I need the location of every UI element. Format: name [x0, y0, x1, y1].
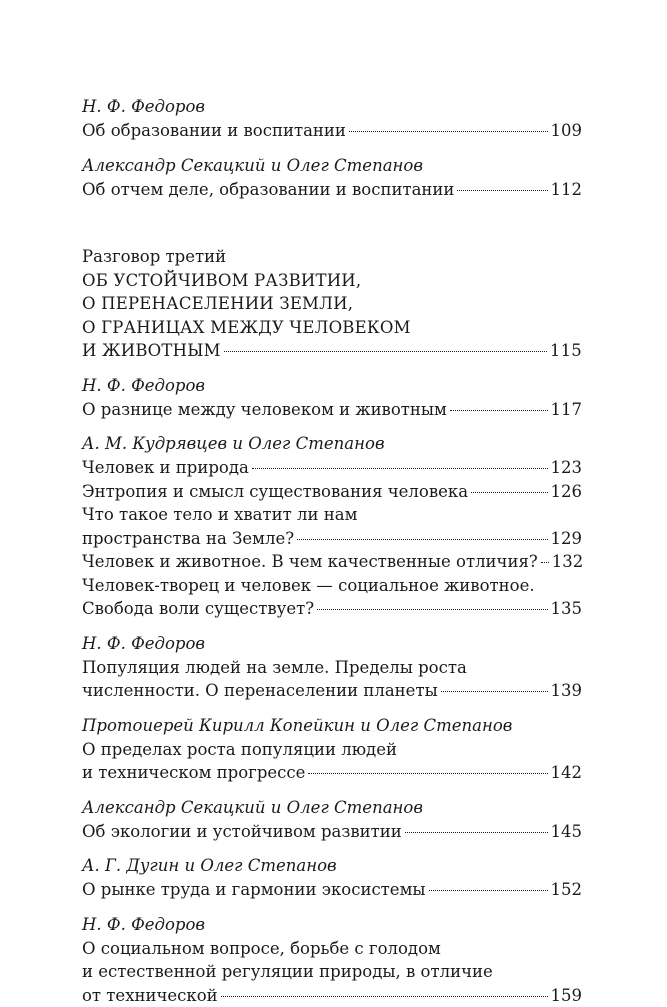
- toc-entry: [82, 550, 582, 574]
- entry-title-line: и естественной регуляции природы, в отличие: [82, 960, 582, 984]
- dot-leader: [471, 492, 547, 493]
- dot-leader: [224, 351, 547, 352]
- part-title-line: ОБ УСТОЙЧИВОМ РАЗВИТИИ,: [82, 269, 582, 293]
- page-number: 126: [551, 480, 583, 504]
- part-label: Разговор третий: [82, 245, 582, 269]
- page-number: 139: [551, 679, 583, 703]
- entry-title: Об образовании и воспитании: [82, 119, 346, 143]
- entry-title: Человек и природа: [82, 456, 249, 480]
- entry-title: Об экологии и устойчивом развитии: [82, 820, 402, 844]
- entry-title-line: Популяция людей на земле. Пределы роста: [82, 656, 582, 680]
- dot-leader: [349, 131, 548, 132]
- toc-entry: [82, 480, 582, 504]
- page-number: 159: [551, 984, 583, 1007]
- page-number: 117: [551, 398, 583, 422]
- toc-entry: [82, 456, 582, 480]
- toc-entry: [82, 597, 582, 621]
- toc-entry: [82, 820, 582, 844]
- dot-leader: [450, 410, 548, 411]
- toc-entry: [82, 398, 582, 422]
- entry-title: от технической: [82, 984, 218, 1007]
- entry-author: Н. Ф. Федоров: [82, 913, 582, 937]
- toc-entry: [82, 339, 582, 363]
- table-of-contents: [82, 95, 582, 1007]
- entry-title-line: О социальном вопросе, борьбе с голодом: [82, 937, 582, 961]
- entry-title: Энтропия и смысл существования человека: [82, 480, 468, 504]
- toc-entry: [82, 984, 582, 1007]
- toc-entry: [82, 527, 582, 551]
- entry-title: О разнице между человеком и животным: [82, 398, 447, 422]
- entry-title: Об отчем деле, образовании и воспитании: [82, 178, 454, 202]
- part-title-line: О ПЕРЕНАСЕЛЕНИИ ЗЕМЛИ,: [82, 292, 582, 316]
- dot-leader: [405, 832, 548, 833]
- entry-title: численности. О перенаселении планеты: [82, 679, 438, 703]
- part-title-last: И ЖИВОТНЫМ: [82, 339, 221, 363]
- page-number: 109: [551, 119, 583, 143]
- toc-entry: [82, 761, 582, 785]
- entry-title: и техническом прогрессе: [82, 761, 305, 785]
- dot-leader: [317, 609, 547, 610]
- dot-leader: [221, 996, 548, 997]
- dot-leader: [252, 468, 548, 469]
- entry-title: О рынке труда и гармонии экосистемы: [82, 878, 426, 902]
- page-number: 152: [551, 878, 583, 902]
- entry-title-line: О пределах роста популяции людей: [82, 738, 582, 762]
- part-title-line: О ГРАНИЦАХ МЕЖДУ ЧЕЛОВЕКОМ: [82, 316, 582, 340]
- page-number: 145: [551, 820, 583, 844]
- dot-leader: [457, 190, 547, 191]
- entry-author: А. М. Кудрявцев и Олег Степанов: [82, 432, 582, 456]
- page-number: 142: [551, 761, 583, 785]
- entry-title: Человек и животное. В чем качественные отличия?: [82, 550, 538, 574]
- entry-title-line: Что такое тело и хватит ли нам: [82, 503, 582, 527]
- entry-author: Александр Секацкий и Олег Степанов: [82, 154, 582, 178]
- entry-author: Н. Ф. Федоров: [82, 95, 582, 119]
- entry-author: Н. Ф. Федоров: [82, 632, 582, 656]
- entry-title-line: Человек-творец и человек — социальное животное.: [82, 574, 582, 598]
- toc-entry: [82, 178, 582, 202]
- dot-leader: [541, 562, 549, 563]
- page-number: 123: [551, 456, 583, 480]
- page-number: 135: [551, 597, 583, 621]
- entry-author: Александр Секацкий и Олег Степанов: [82, 796, 582, 820]
- toc-entry: [82, 878, 582, 902]
- page-number: 129: [551, 527, 583, 551]
- entry-title: Свобода воли существует?: [82, 597, 314, 621]
- page-number: 115: [550, 339, 582, 363]
- toc-entry: [82, 119, 582, 143]
- entry-author: Н. Ф. Федоров: [82, 374, 582, 398]
- entry-author: А. Г. Дугин и Олег Степанов: [82, 854, 582, 878]
- dot-leader: [308, 773, 547, 774]
- dot-leader: [441, 691, 548, 692]
- entry-title: пространства на Земле?: [82, 527, 294, 551]
- page-number: 112: [551, 178, 583, 202]
- dot-leader: [297, 539, 547, 540]
- entry-author: Протоиерей Кирилл Копейкин и Олег Степанов: [82, 714, 582, 738]
- dot-leader: [429, 890, 548, 891]
- toc-entry: [82, 679, 582, 703]
- page-number: 132: [552, 550, 584, 574]
